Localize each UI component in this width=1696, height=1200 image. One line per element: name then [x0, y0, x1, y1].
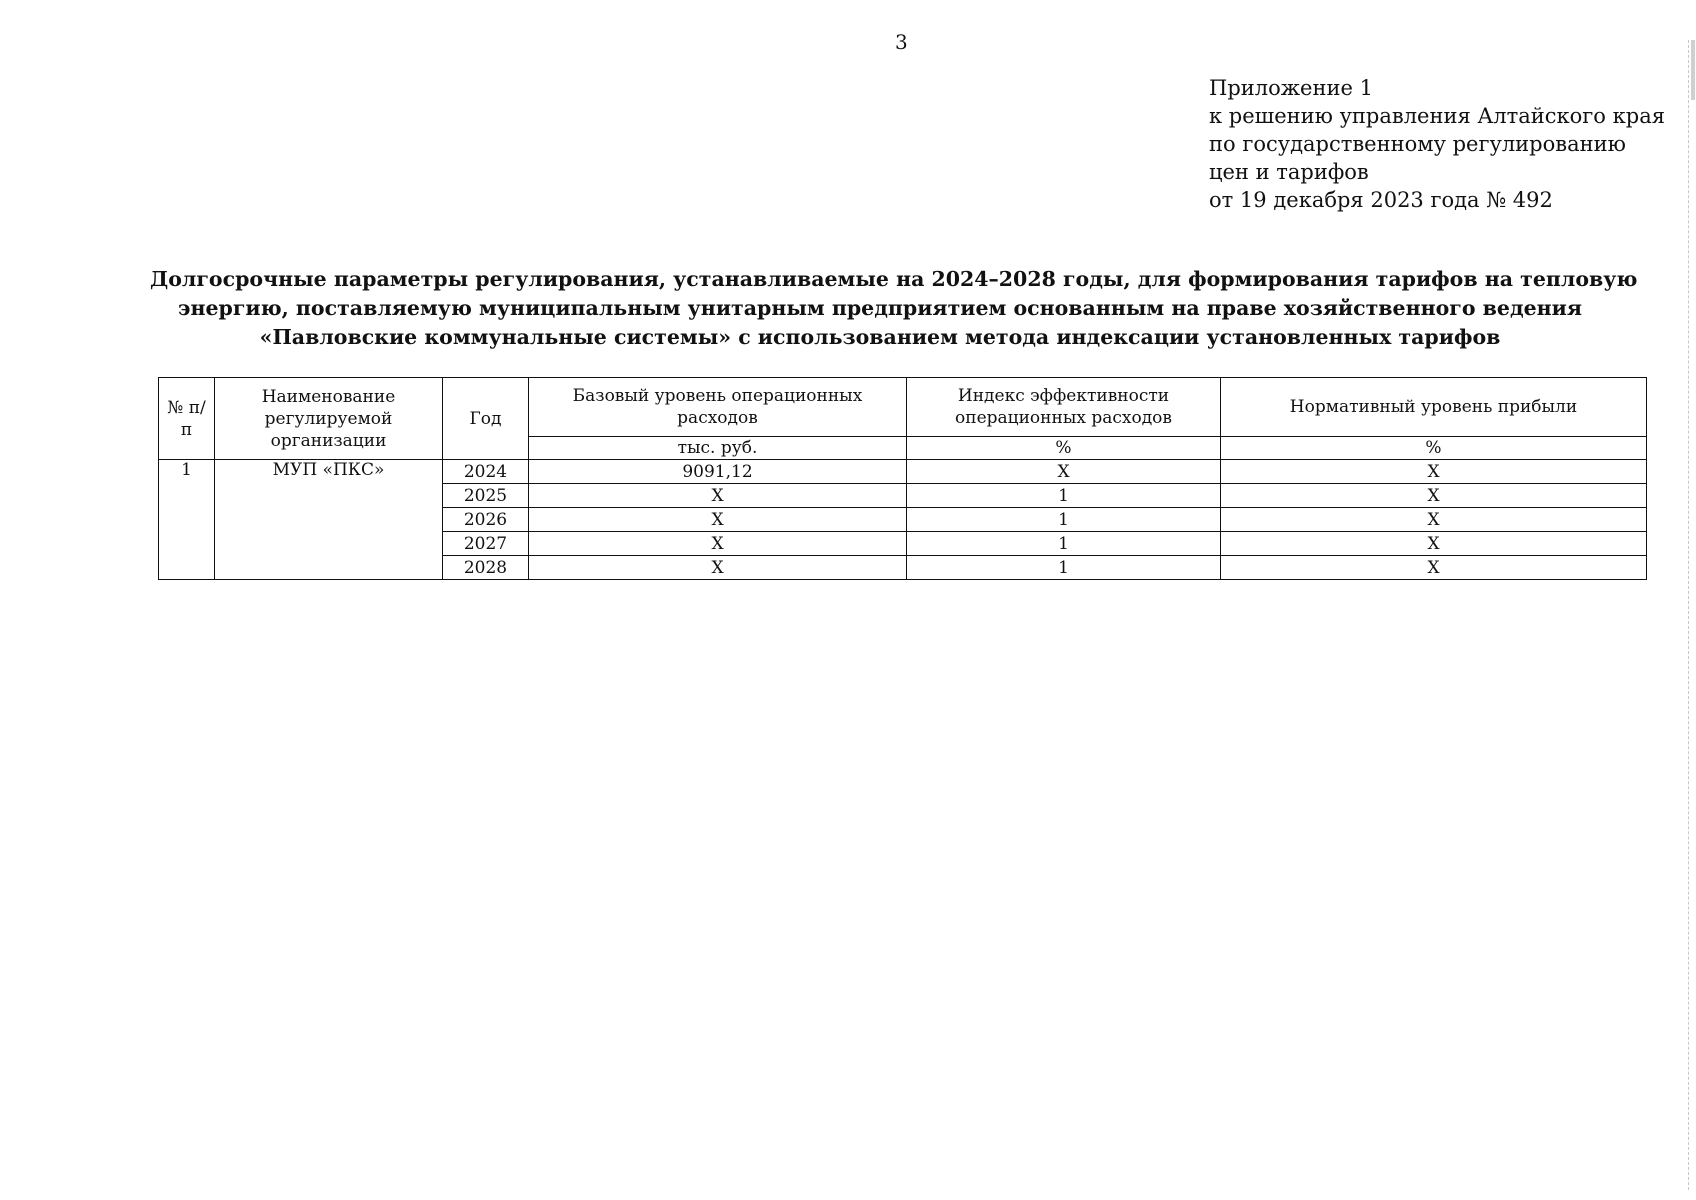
- page-number: 3: [895, 30, 908, 54]
- profit-level-cell: X: [1221, 460, 1647, 484]
- year-cell: 2027: [443, 532, 529, 556]
- efficiency-index-cell: 1: [907, 484, 1221, 508]
- efficiency-index-cell: 1: [907, 532, 1221, 556]
- header-efficiency-index: Индекс эффективности операционных расходов: [907, 378, 1221, 437]
- profit-level-cell: X: [1221, 556, 1647, 580]
- appendix-block: [1209, 74, 1665, 214]
- profit-level-cell: X: [1221, 508, 1647, 532]
- appendix-line: цен и тарифов: [1209, 160, 1369, 184]
- header-num: № п/п: [159, 378, 215, 460]
- org-number: 1: [159, 460, 215, 580]
- title-line: «Павловские коммунальные системы» с использованием метода индексации установленных тарифов: [259, 325, 1501, 349]
- year-cell: 2026: [443, 508, 529, 532]
- unit-efficiency-index: %: [907, 437, 1221, 460]
- base-level-cell: 9091,12: [529, 460, 907, 484]
- profit-level-cell: X: [1221, 484, 1647, 508]
- base-level-cell: X: [529, 556, 907, 580]
- org-name: МУП «ПКС»: [215, 460, 443, 580]
- appendix-line: к решению управления Алтайского края: [1209, 104, 1665, 128]
- profit-level-cell: X: [1221, 532, 1647, 556]
- efficiency-index-cell: 1: [907, 556, 1221, 580]
- year-cell: 2024: [443, 460, 529, 484]
- title-line: энергию, поставляемую муниципальным унитарным предприятием основанным на праве хозяйственного ведения: [178, 296, 1582, 320]
- header-base-level: Базовый уровень операционных расходов: [529, 378, 907, 437]
- efficiency-index-cell: X: [907, 460, 1221, 484]
- title-line: Долгосрочные параметры регулирования, устанавливаемые на 2024–2028 годы, для формирования тарифов на тепловую: [150, 267, 1638, 291]
- appendix-line: от 19 декабря 2023 года № 492: [1209, 188, 1553, 212]
- appendix-line: по государственному регулированию: [1209, 132, 1626, 156]
- table-row: [159, 460, 1647, 484]
- efficiency-index-cell: 1: [907, 508, 1221, 532]
- base-level-cell: X: [529, 484, 907, 508]
- header-year: Год: [443, 378, 529, 460]
- scan-edge-line: [1688, 40, 1689, 1190]
- header-organization: Наименование регулируемой организации: [215, 378, 443, 460]
- scan-edge-mark: [1691, 40, 1695, 100]
- base-level-cell: X: [529, 508, 907, 532]
- parameters-table: [158, 377, 1647, 580]
- document-title: [150, 265, 1638, 352]
- header-profit-level: Нормативный уровень прибыли: [1221, 378, 1647, 437]
- unit-base-level: тыс. руб.: [529, 437, 907, 460]
- appendix-line: Приложение 1: [1209, 76, 1373, 100]
- table-header-row: [159, 378, 1647, 437]
- base-level-cell: X: [529, 532, 907, 556]
- unit-profit-level: %: [1221, 437, 1647, 460]
- year-cell: 2028: [443, 556, 529, 580]
- year-cell: 2025: [443, 484, 529, 508]
